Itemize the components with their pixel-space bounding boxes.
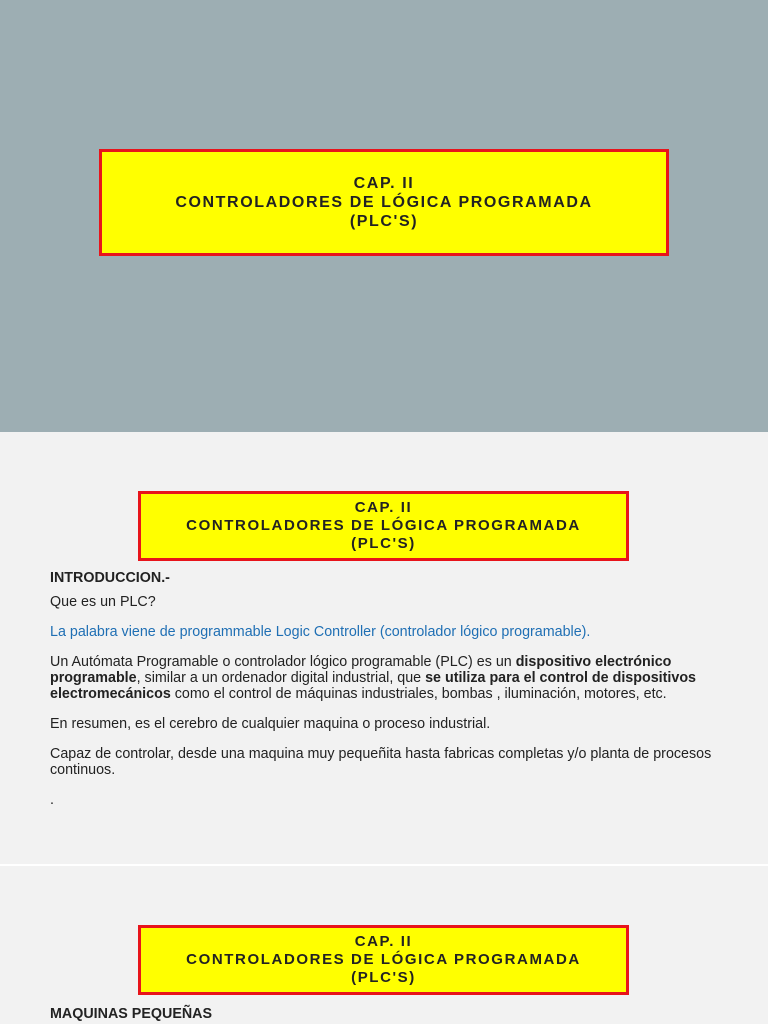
cover-title-box [99,149,669,256]
definition-text-2: , similar a un ordenador digital industrial, que [136,670,426,686]
chapter-subtitle: (PLC'S) [349,213,419,230]
chapter-label: CAP. II [354,933,413,950]
question-text: Que es un PLC? [50,594,156,610]
trailing-dot: . [50,792,54,808]
chapter-title: CONTROLADORES DE LÓGICA PROGRAMADA [186,517,581,534]
machines-slide [0,866,768,1024]
definition-bold-1: dispositivo electrónico programable [50,654,672,686]
chapter-subtitle: (PLC'S) [351,535,416,552]
capability-text: Capaz de controlar, desde una maquina muy pequeñita hasta fabricas completas y/o planta de procesos continuos. [50,746,712,778]
machines-content [50,1006,730,1022]
definition-paragraph [50,654,730,702]
summary-text: En resumen, es el cerebro de cualquier maquina o proceso industrial. [50,716,491,732]
definition-text-1: Un Autómata Programable o controlador lógico programable (PLC) es un [50,654,516,670]
chapter-label: CAP. II [354,499,413,516]
cover-slide [0,0,768,432]
chapter-title: CONTROLADORES DE LÓGICA PROGRAMADA [186,951,581,968]
chapter-subtitle: (PLC'S) [351,969,416,986]
machines-title-box [138,925,629,995]
origin-text: La palabra viene de programmable Logic Controller (controlador lógico programable). [50,624,591,640]
intro-slide [0,432,768,864]
definition-bold-2: se utiliza para el control de dispositivos electromecánicos [50,670,697,702]
intro-title-box [138,491,629,561]
section-heading: INTRODUCCION.- [50,570,170,586]
chapter-title: CONTROLADORES DE LÓGICA PROGRAMADA [175,194,593,211]
definition-text-3: como el control de máquinas industriales, bombas , iluminación, motores, etc. [170,686,667,702]
section-heading: MAQUINAS PEQUEÑAS [50,1006,213,1022]
intro-content [50,570,730,808]
chapter-label: CAP. II [353,175,415,192]
